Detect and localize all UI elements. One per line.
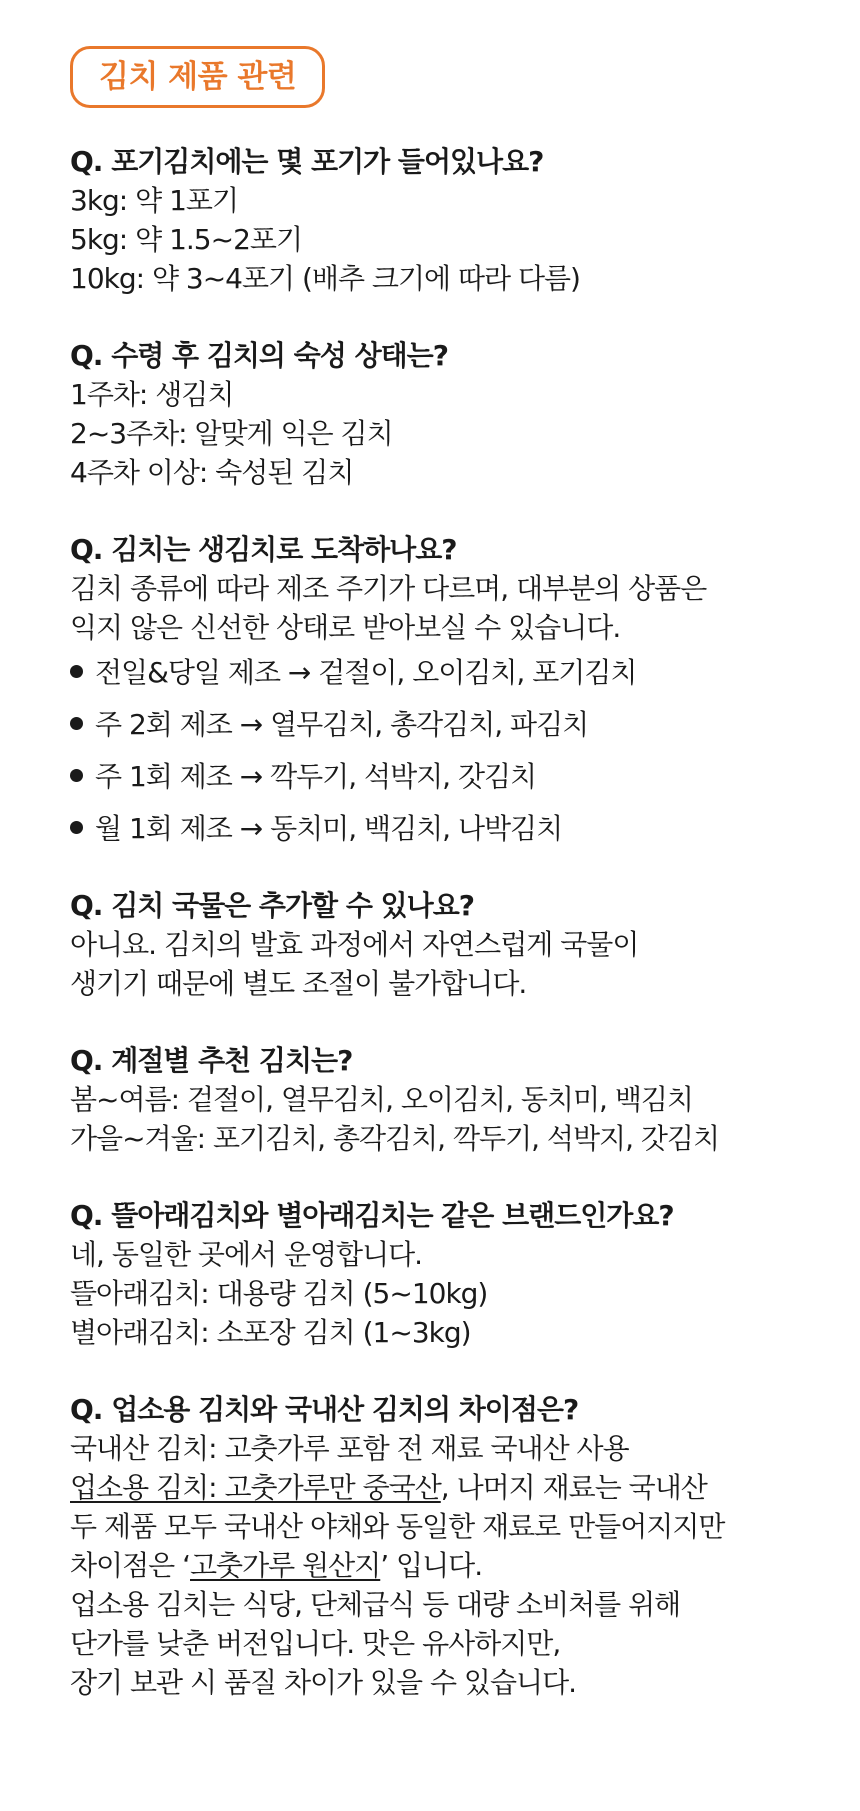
faq-answer-line: 아니요. 김치의 발효 과정에서 자연스럽게 국물이 bbox=[70, 928, 639, 961]
bullet-dot-icon bbox=[70, 821, 83, 834]
faq-answer-line: 10kg: 약 3~4포기 (배추 크기에 따라 다름) bbox=[70, 262, 580, 295]
list-item-text: 주 1회 제조 → 깍두기, 석박지, 갓김치 bbox=[95, 760, 537, 793]
faq-answer-line: 장기 보관 시 품질 차이가 있을 수 있습니다. bbox=[70, 1666, 577, 1699]
section-badge: 김치 제품 관련 bbox=[70, 46, 325, 108]
list-item bbox=[70, 705, 790, 744]
faq-answer-line: 3kg: 약 1포기 bbox=[70, 184, 238, 217]
faq-item-seasonal bbox=[70, 1041, 790, 1158]
faq-question: Q. 계절별 추천 김치는? bbox=[70, 1044, 353, 1077]
underlined-text: 업소용 김치: 고춧가루만 중국산 bbox=[70, 1471, 441, 1504]
faq-answer-line: 업소용 김치는 식당, 단체급식 등 대량 소비처를 위해 bbox=[70, 1588, 681, 1621]
faq-answer-line: 네, 동일한 곳에서 운영합니다. bbox=[70, 1238, 423, 1271]
faq-answer-line: 생기기 때문에 별도 조절이 불가합니다. bbox=[70, 967, 527, 1000]
list-item-text: 전일&당일 제조 → 겉절이, 오이김치, 포기김치 bbox=[95, 656, 637, 689]
faq-answer-line bbox=[70, 1546, 790, 1585]
list-item bbox=[70, 653, 790, 692]
faq-question: Q. 김치는 생김치로 도착하나요? bbox=[70, 533, 457, 566]
faq-answer-line: 봄~여름: 겉절이, 열무김치, 오이김치, 동치미, 백김치 bbox=[70, 1083, 693, 1116]
bullet-dot-icon bbox=[70, 717, 83, 730]
faq-answer-line: 익지 않은 신선한 상태로 받아보실 수 있습니다. bbox=[70, 611, 621, 644]
faq-answer-line: 김치 종류에 따라 제조 주기가 다르며, 대부분의 상품은 bbox=[70, 572, 707, 605]
faq-answer-line: 5kg: 약 1.5~2포기 bbox=[70, 223, 302, 256]
faq-item-broth bbox=[70, 886, 790, 1003]
faq-answer-line: 4주차 이상: 숙성된 김치 bbox=[70, 456, 354, 489]
bullet-dot-icon bbox=[70, 665, 83, 678]
faq-list bbox=[70, 142, 790, 1702]
faq-answer-line: 가을~겨울: 포기김치, 총각김치, 깍두기, 석박지, 갓김치 bbox=[70, 1122, 720, 1155]
list-item bbox=[70, 809, 790, 848]
faq-answer-line: 두 제품 모두 국내산 야채와 동일한 재료로 만들어지지만 bbox=[70, 1510, 725, 1543]
faq-question: Q. 수령 후 김치의 숙성 상태는? bbox=[70, 339, 448, 372]
faq-answer-line: 1주차: 생김치 bbox=[70, 378, 234, 411]
answer-text: ’ 입니다. bbox=[380, 1549, 483, 1582]
faq-answer-line: 단가를 낮춘 버전입니다. 맛은 유사하지만, bbox=[70, 1627, 561, 1660]
faq-question: Q. 포기김치에는 몇 포기가 들어있나요? bbox=[70, 145, 544, 178]
list-item-text: 월 1회 제조 → 동치미, 백김치, 나박김치 bbox=[95, 812, 563, 845]
faq-answer-line: 별아래김치: 소포장 김치 (1~3kg) bbox=[70, 1316, 471, 1349]
faq-item-brands bbox=[70, 1196, 790, 1352]
faq-answer-line: 국내산 김치: 고춧가루 포함 전 재료 국내산 사용 bbox=[70, 1432, 629, 1465]
faq-answer-line bbox=[70, 1468, 790, 1507]
faq-item-commercial-vs-domestic bbox=[70, 1390, 790, 1702]
faq-answer-line: 2~3주차: 알맞게 익은 김치 bbox=[70, 417, 393, 450]
faq-item-ripeness bbox=[70, 336, 790, 492]
list-item-text: 주 2회 제조 → 열무김치, 총각김치, 파김치 bbox=[95, 708, 589, 741]
list-item bbox=[70, 757, 790, 796]
underlined-text: 고춧가루 원산지 bbox=[190, 1549, 381, 1582]
bullet-dot-icon bbox=[70, 769, 83, 782]
answer-text: 차이점은 ‘ bbox=[70, 1549, 190, 1582]
faq-question: Q. 김치 국물은 추가할 수 있나요? bbox=[70, 889, 474, 922]
production-schedule-list bbox=[70, 653, 790, 848]
faq-item-fresh-arrival bbox=[70, 530, 790, 848]
faq-item-kimchi-count bbox=[70, 142, 790, 298]
answer-text: , 나머지 재료는 국내산 bbox=[440, 1471, 707, 1504]
faq-question: Q. 업소용 김치와 국내산 김치의 차이점은? bbox=[70, 1393, 579, 1426]
faq-answer-line: 뜰아래김치: 대용량 김치 (5~10kg) bbox=[70, 1277, 488, 1310]
faq-question: Q. 뜰아래김치와 별아래김치는 같은 브랜드인가요? bbox=[70, 1199, 674, 1232]
